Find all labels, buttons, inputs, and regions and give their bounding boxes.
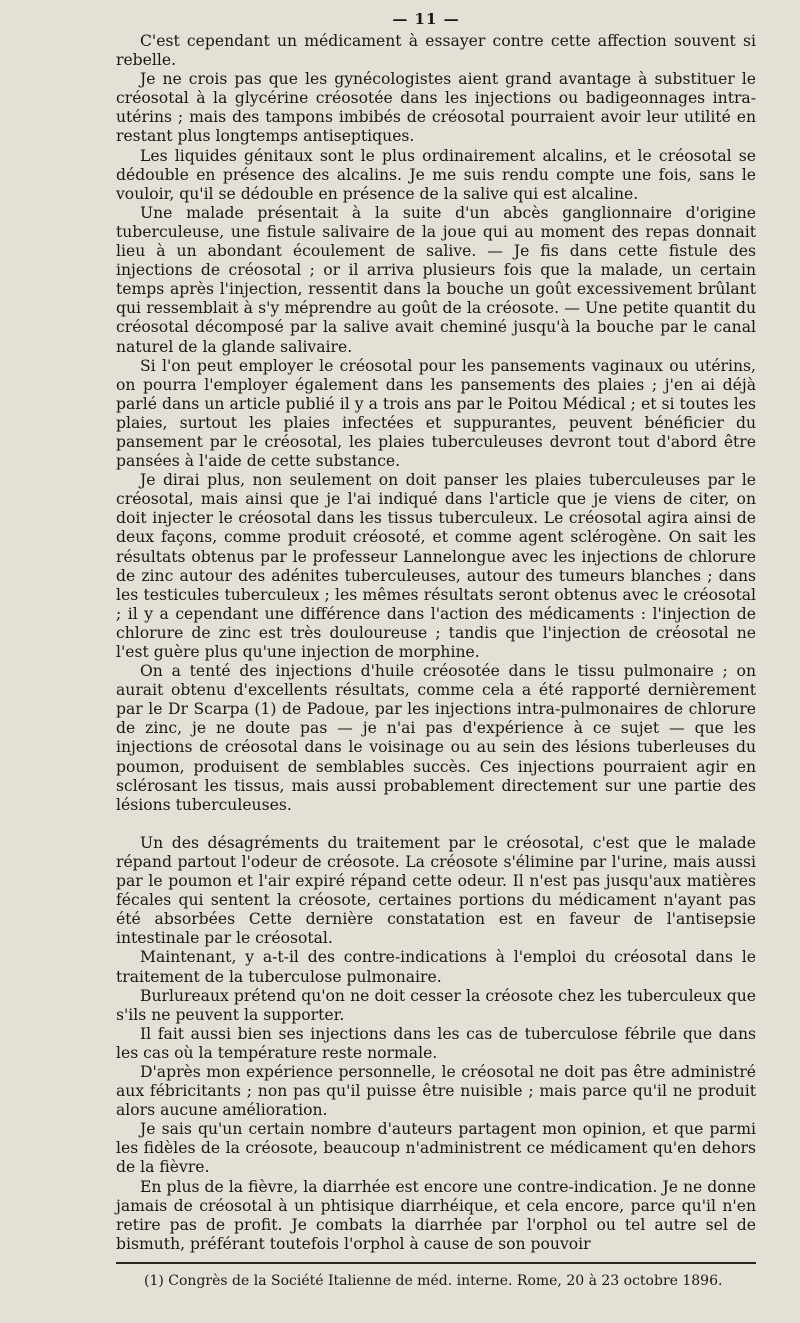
paragraph: D'après mon expérience personnelle, le créosotal ne doit pas être administré aux fébricitants ; non pas qu'il puisse être nuisible ; mais parce qu'il ne produit alors aucune amélioration. xyxy=(116,1062,756,1120)
paragraph: Je sais qu'un certain nombre d'auteurs partagent mon opinion, et que parmi les fidèles de la créosote, beaucoup n'administrent ce médicament qu'en dehors de la fièvre. xyxy=(116,1120,756,1177)
paragraph: Les liquides génitaux sont le plus ordinairement alcalins, et le créosotal se dédouble en présence des alcalins. Je me suis rendu compte une fois, sans le vouloir, qu'il se dédouble en présence de la salive qui est alcaline. xyxy=(116,146,756,203)
paragraph: Il fait aussi bien ses injections dans les cas de tuberculose fébrile que dans les cas où la température reste normale. xyxy=(116,1024,756,1062)
paragraph: Un des désagréments du traitement par le créosotal, c'est que le malade répand partout l'odeur de créosote. La créosote s'élimine par l'urine, mais aussi par le poumon et l'air expiré répand cette odeur. Il n'est pas jusqu'aux matières fécales qui sentent la créosote, certaines portions du médicament n'ayant pas été absorbées Cette dernière constatation est en faveur de l'antisepsie intestinale par le créosotal. xyxy=(116,833,756,948)
section-gap xyxy=(116,815,756,834)
footnote-divider xyxy=(116,1262,756,1264)
paragraph: Maintenant, y a-t-il des contre-indications à l'emploi du créosotal dans le traitement de la tuberculose pulmonaire. xyxy=(116,948,756,986)
paragraph: Si l'on peut employer le créosotal pour les pansements vaginaux ou utérins, on pourra l'employer également dans les pansements des plaies ; j'en ai déjà parlé dans un article publié il y a trois ans par le Poitou Médical ; et si toutes les plaies, surtout les plaies infectées et suppurantes, peuvent bénéficier du pansement par le créosotal, les plaies tuberculeuses devront tout d'abord être pansées à l'aide de cette substance. xyxy=(116,356,756,471)
paragraph: On a tenté des injections d'huile créosotée dans le tissu pulmonaire ; on aurait obtenu d'excellents résultats, comme cela a été rapporté dernièrement par le Dr Scarpa (1) de Padoue, par les injections intra-pulmonaires de chlorure de zinc, je ne doute pas — je n'ai pas d'expérience à ce sujet — que les injections de créosotal dans le voisinage ou au sein des lésions tuberleuses du poumon, produisent de semblables succès. Ces injections pourraient agir en sclérosant les tissus, mais aussi probablement directement sur une partie des lésions tuberculeuses. xyxy=(116,662,756,814)
paragraph: En plus de la fièvre, la diarrhée est encore une contre-indication. Je ne donne jamais de créosotal à un phtisique diarrhéique, et cela encore, parce qu'il n'en retire pas de profit. Je combats la diarrhée par l'orphol ou tel autre sel de bismuth, préférant toutefois l'orphol à cause de son pouvoir xyxy=(116,1177,756,1253)
body-text xyxy=(116,32,756,1254)
paragraph: Une malade présentait à la suite d'un abcès ganglionnaire d'origine tuberculeuse, une fistule salivaire de la joue qui au moment des repas donnait lieu à un abondant écoulement de salive. — Je fis dans cette fistule des injections de créosotal ; or il arriva plusieurs fois que la malade, un certain temps après l'injection, ressentit dans la bouche un goût excessivement brûlant qui ressemblait à s'y méprendre au goût de la créosote. — Une petite quantit du créosotal décomposé par la salive avait cheminé jusqu'à la bouche par le canal naturel de la glande salivaire. xyxy=(116,203,756,356)
page-number: — 11 — xyxy=(392,10,460,28)
paragraph: Je dirai plus, non seulement on doit panser les plaies tuberculeuses par le créosotal, mais ainsi que je l'ai indiqué dans l'article que je viens de citer, on doit injecter le créosotal dans les tissus tuberculeux. Le créosotal agira ainsi de deux façons, comme produit créosoté, et comme agent sclérogène. On sait les résultats obtenus par le professeur Lannelongue avec les injections de chlorure de zinc autour des adénites tuberculeuses, autour des tumeurs blanches ; dans les testicules tuberculeux ; les mêmes résultats seront obtenus avec le créosotal ; il y a cependant une différence dans l'action des médicaments : l'injection de chlorure de zinc est très douloureuse ; tandis que l'injection de créosotal ne l'est guère plus qu'une injection de morphine. xyxy=(116,471,756,661)
paragraph: Burlureaux prétend qu'on ne doit cesser la créosote chez les tuberculeux que s'ils ne peuvent la supporter. xyxy=(116,986,756,1024)
footnote: (1) Congrès de la Société Italienne de méd. interne. Rome, 20 à 23 octobre 1896. xyxy=(144,1272,723,1289)
paragraph: Je ne crois pas que les gynécologistes aient grand avantage à substituer le créosotal à la glycérine créosotée dans les injections ou badigeonnages intra-utérins ; mais des tampons imbibés de créosotal pourraient avoir leur utilité en restant plus longtemps antiseptiques. xyxy=(116,70,756,146)
paragraph: C'est cependant un médicament à essayer contre cette affection souvent si rebelle. xyxy=(116,32,756,70)
